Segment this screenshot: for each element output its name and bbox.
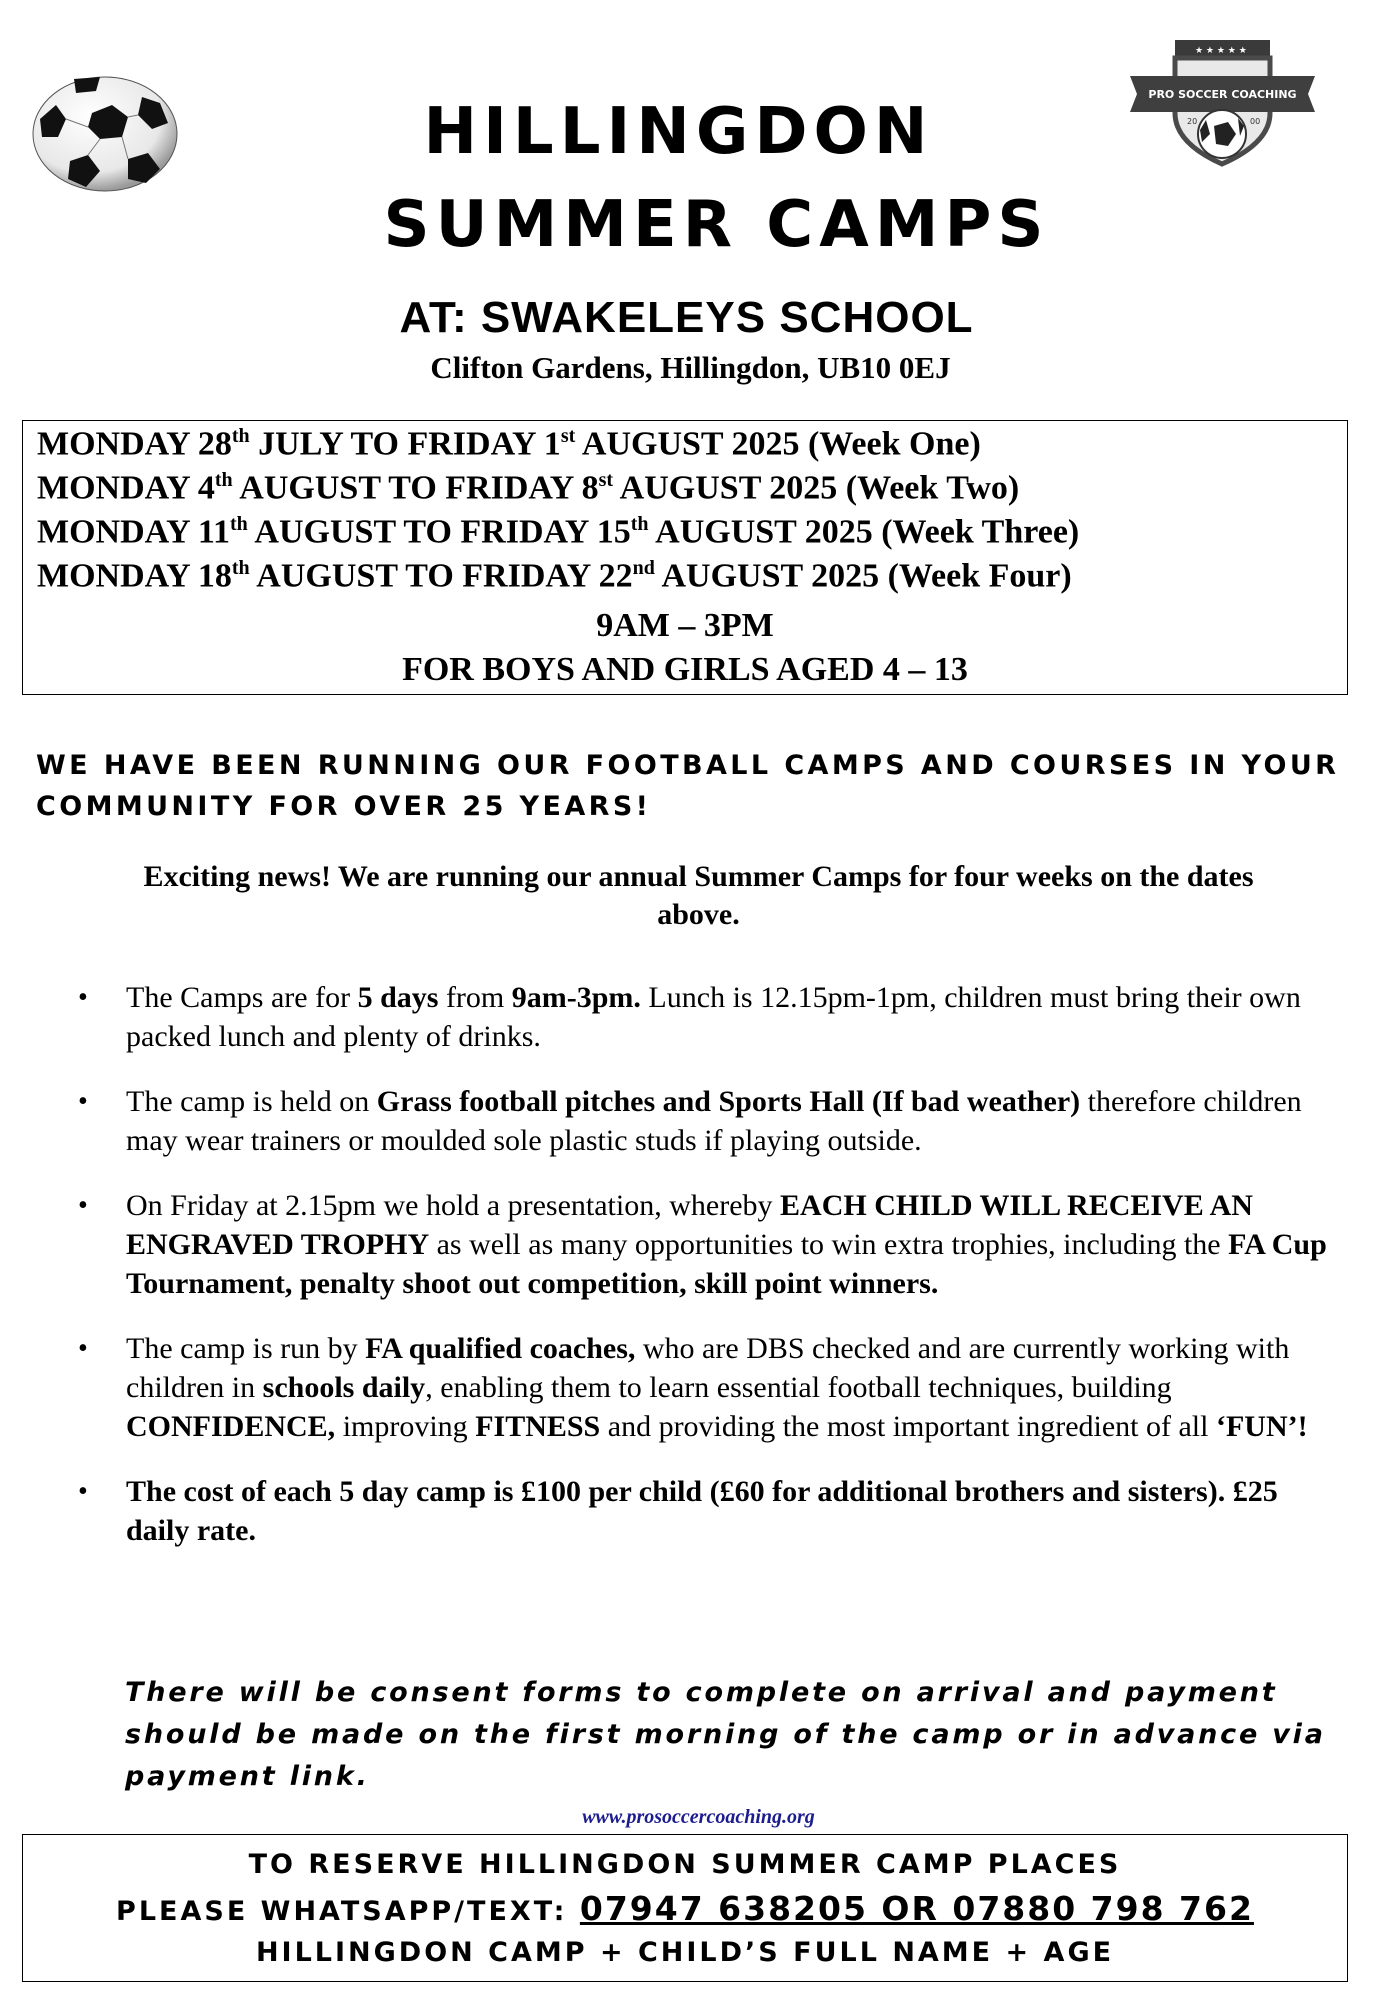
week-three-line: MONDAY 11th AUGUST TO FRIDAY 15th AUGUST 2025 (Week Three) (37, 513, 1080, 551)
week-four-line: MONDAY 18th AUGUST TO FRIDAY 22nd AUGUST 2025 (Week Four) (37, 557, 1072, 595)
bullet-presentation: • On Friday at 2.15pm we hold a presentation, whereby EACH CHILD WILL RECEIVE AN ENGRAVED TROPHY as well as many opportunities to win extra trophies, including the FA Cup Tournament, penalty shoot out competition, skill point winners. (78, 1189, 1327, 1300)
svg-text:★ ★ ★ ★ ★: ★ ★ ★ ★ ★ (1195, 46, 1247, 56)
reserve-line2: PLEASE WHATSAPP/TEXT: 07947 638205 OR 07880 798 762 (116, 1889, 1254, 1928)
reserve-line3: HILLINGDON CAMP + CHILD’S FULL NAME + AGE (255, 1937, 1115, 1968)
reserve-line1: TO RESERVE HILLINGDON SUMMER CAMP PLACES (248, 1849, 1122, 1880)
bullet-cost: • The cost of each 5 day camp is £100 per child (£60 for additional brothers and sisters). £25 daily rate. (78, 1475, 1278, 1547)
svg-text:00: 00 (1250, 117, 1261, 126)
page-title-line2: SUMMER CAMPS (383, 188, 1050, 262)
reserve-box (22, 1834, 1348, 1982)
bullet-pitches: • The camp is held on Grass football pitches and Sports Hall (If bad weather) therefore children may wear trainers or moulded sole plastic studs if playing outside. (78, 1085, 1302, 1157)
week-two-line: MONDAY 4th AUGUST TO FRIDAY 8st AUGUST 2025 (Week Two) (37, 469, 1020, 507)
bullet-camp-days: • The Camps are for 5 days from 9am-3pm. Lunch is 12.15pm-1pm, children must bring their own packed lunch and plenty of drinks. (78, 981, 1301, 1053)
running-heading: WE HAVE BEEN RUNNING OUR FOOTBALL CAMPS AND COURSES IN YOUR COMMUNITY FOR OVER 25 YEARS! (36, 750, 1340, 822)
consent-note: There will be consent forms to complete on arrival and payment should be made on the first morning of the camp or in advance via payment link. (125, 1677, 1326, 1792)
camp-ages: FOR BOYS AND GIRLS AGED 4 – 13 (402, 651, 968, 688)
svg-text:20: 20 (1187, 117, 1198, 126)
camp-times: 9AM – 3PM (596, 607, 774, 644)
bullet-coaches: • The camp is run by FA qualified coaches, who are DBS checked and are currently working with children in schools daily, enabling them to learn essential football techniques, building CONFIDENCE, improving FITNESS and providing the most important ingredient of all ‘FUN’! (78, 1332, 1308, 1443)
website-link[interactable]: www.prosoccercoaching.org (582, 1806, 815, 1828)
week-one-line: MONDAY 28th JULY TO FRIDAY 1st AUGUST 2025 (Week One) (37, 425, 981, 463)
page-title-line1: HILLINGDON (423, 95, 934, 169)
venue-address: Clifton Gardens, Hillingdon, UB10 0EJ (430, 350, 951, 385)
info-bullet-list (78, 978, 1348, 1550)
logo-text: PRO SOCCER COACHING (1148, 88, 1297, 101)
dates-box (22, 420, 1348, 695)
intro-text: Exciting news! We are running our annual Summer Camps for four weeks on the dates above. (143, 860, 1254, 931)
venue-heading: AT: SWAKELEYS SCHOOL (399, 293, 974, 342)
phone-numbers[interactable]: 07947 638205 OR 07880 798 762 (579, 1889, 1254, 1928)
